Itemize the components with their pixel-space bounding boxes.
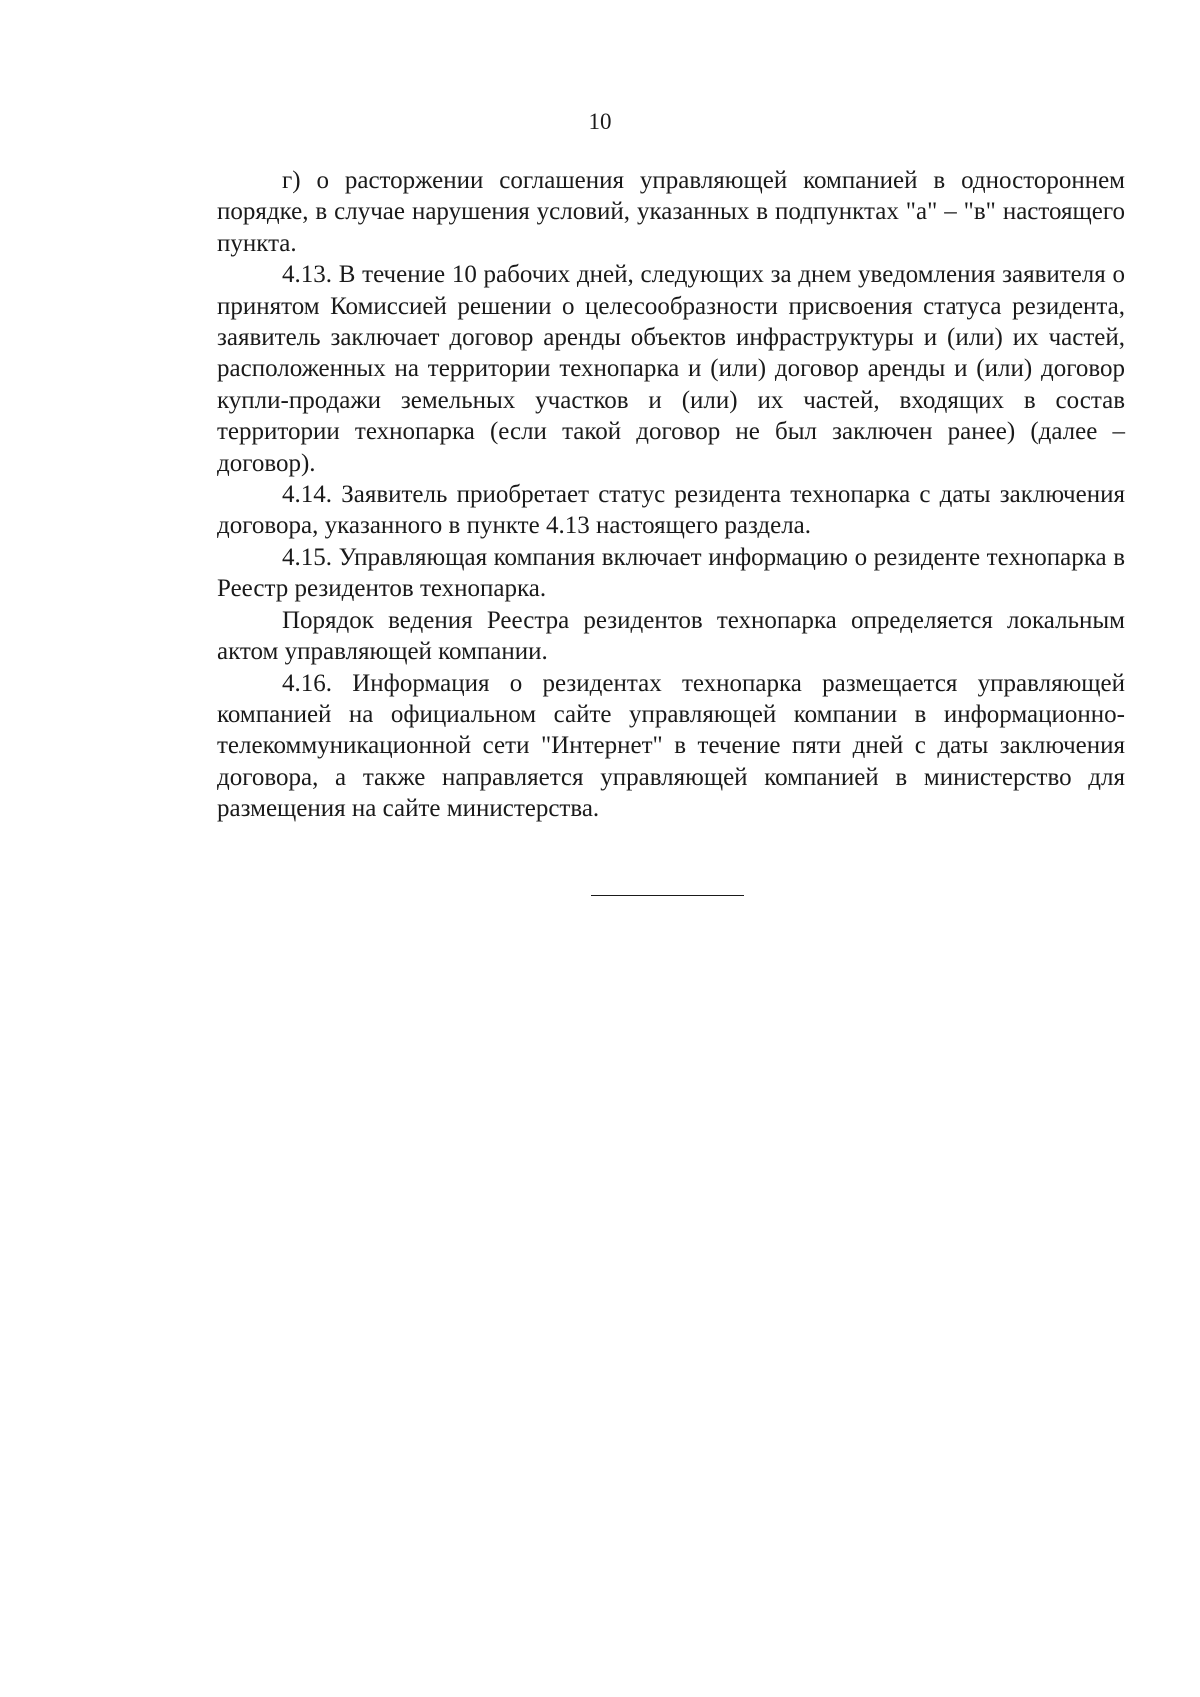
document-body (217, 165, 1125, 825)
end-of-document-rule (591, 895, 744, 896)
paragraph-subitem-g: г) о расторжении соглашения управляющей компанией в одностороннем порядке, в случае нарушения условий, указанных в подпунктах "а" – "в" настоящего пункта. (217, 167, 1125, 257)
paragraph-4-14: 4.14. Заявитель приобретает статус резидента технопарка с даты заключения договора, указанного в пункте 4.13 настоящего раздела. (217, 481, 1125, 540)
paragraph-4-13: 4.13. В течение 10 рабочих дней, следующих за днем уведомления заявителя о принятом Комиссией решении о целесообразности присвоения статуса резидента, заявитель заключает договор аренды объектов инфраструктуры и (или) их частей, расположенных на территории технопарка и (или) договор аренды и (или) договор купли-продажи земельных участков и (или) их частей, входящих в состав территории технопарка (если такой договор не был заключен ранее) (далее – договор). (217, 261, 1125, 477)
paragraph-4-15: 4.15. Управляющая компания включает информацию о резиденте технопарка в Реестр резидентов технопарка. (217, 543, 1125, 603)
paragraph-registry-procedure: Порядок ведения Реестра резидентов технопарка определяется локальным актом управляющей компании. (217, 606, 1125, 666)
paragraph-4-16: 4.16. Информация о резидентах технопарка размещается управляющей компанией на официальном сайте управляющей компании в информационно-телекоммуникационной сети "Интернет" в течение пяти дней с даты заключения договора, а также направляется управляющей компанией в министерство для размещения на сайте министерства. (217, 669, 1125, 823)
page-number: 10 (588, 109, 612, 134)
